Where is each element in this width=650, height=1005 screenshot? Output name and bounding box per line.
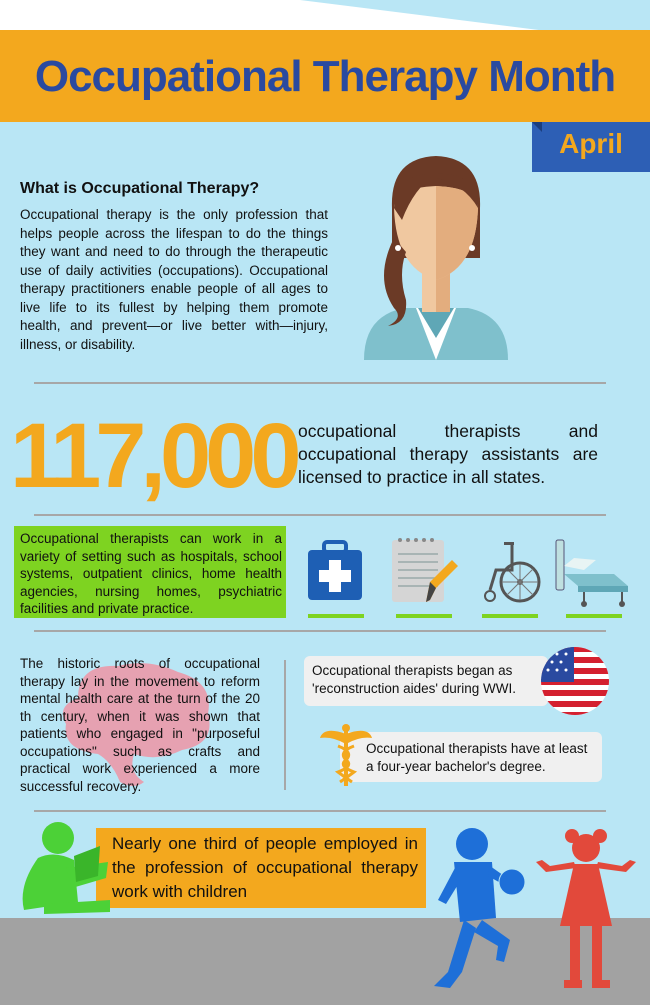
fact-wwi-text: Occupational therapists began as 'reconstruction aides' during WWI. [312,663,516,696]
icon-underline [308,614,364,618]
stat-text: occupational therapists and occupational therapy assistants are licensed to practice in all states. [298,421,598,487]
history-text: The historic roots of occupational therapy lay in the movement to reform mental health care at the turn of the 20 th century, when it was shown that patients who engaged in "purposeful occupations" such as crafts and practical work experienced a more successful recovery. [20,656,260,794]
intro-heading: What is Occupational Therapy? [20,180,260,197]
girl-icon [534,826,640,1001]
therapist-illustration [354,148,518,365]
intro-body: Occupational therapy is the only profession that helps people across the lifespan to do the things they want and need to do through the therapeutic use of daily activities (occupations). Occupational therapy practitioners enable people of all ages to live life to its fullest by helping them promote health, and prevent—or live better with—injury, illness, or disability. [20,207,328,352]
wheelchair-icon [482,540,544,611]
section-divider [34,514,606,516]
icon-underline [482,614,538,618]
children-text: Nearly one third of people employed in the profession of occupational therapy work with children [112,834,418,901]
vertical-divider [284,660,286,790]
month-label: April [559,128,623,159]
us-flag-icon [540,646,610,721]
icon-underline [396,614,452,618]
soccer-child-icon [430,822,530,997]
first-aid-kit-icon [306,540,364,607]
settings-text: Occupational therapists can work in a variety of setting such as hospitals, school systems, outpatient clinics, home health agencies, nursing homes, psychiatric facilities and private practice. [20,531,282,616]
page-title: Occupational Therapy Month [34,52,616,101]
section-divider [34,810,606,812]
section-divider [34,630,606,632]
section-divider [34,382,606,384]
hospital-bed-icon [554,536,632,613]
fact-degree-text: Occupational therapists have at least a four-year bachelor's degree. [366,741,588,774]
top-ribbon [0,0,650,44]
caduceus-icon [318,722,374,793]
icon-underline [566,614,622,618]
notepad-icon [390,536,460,611]
reading-child-icon [14,816,114,921]
stat-number: 117,000 [10,405,296,507]
